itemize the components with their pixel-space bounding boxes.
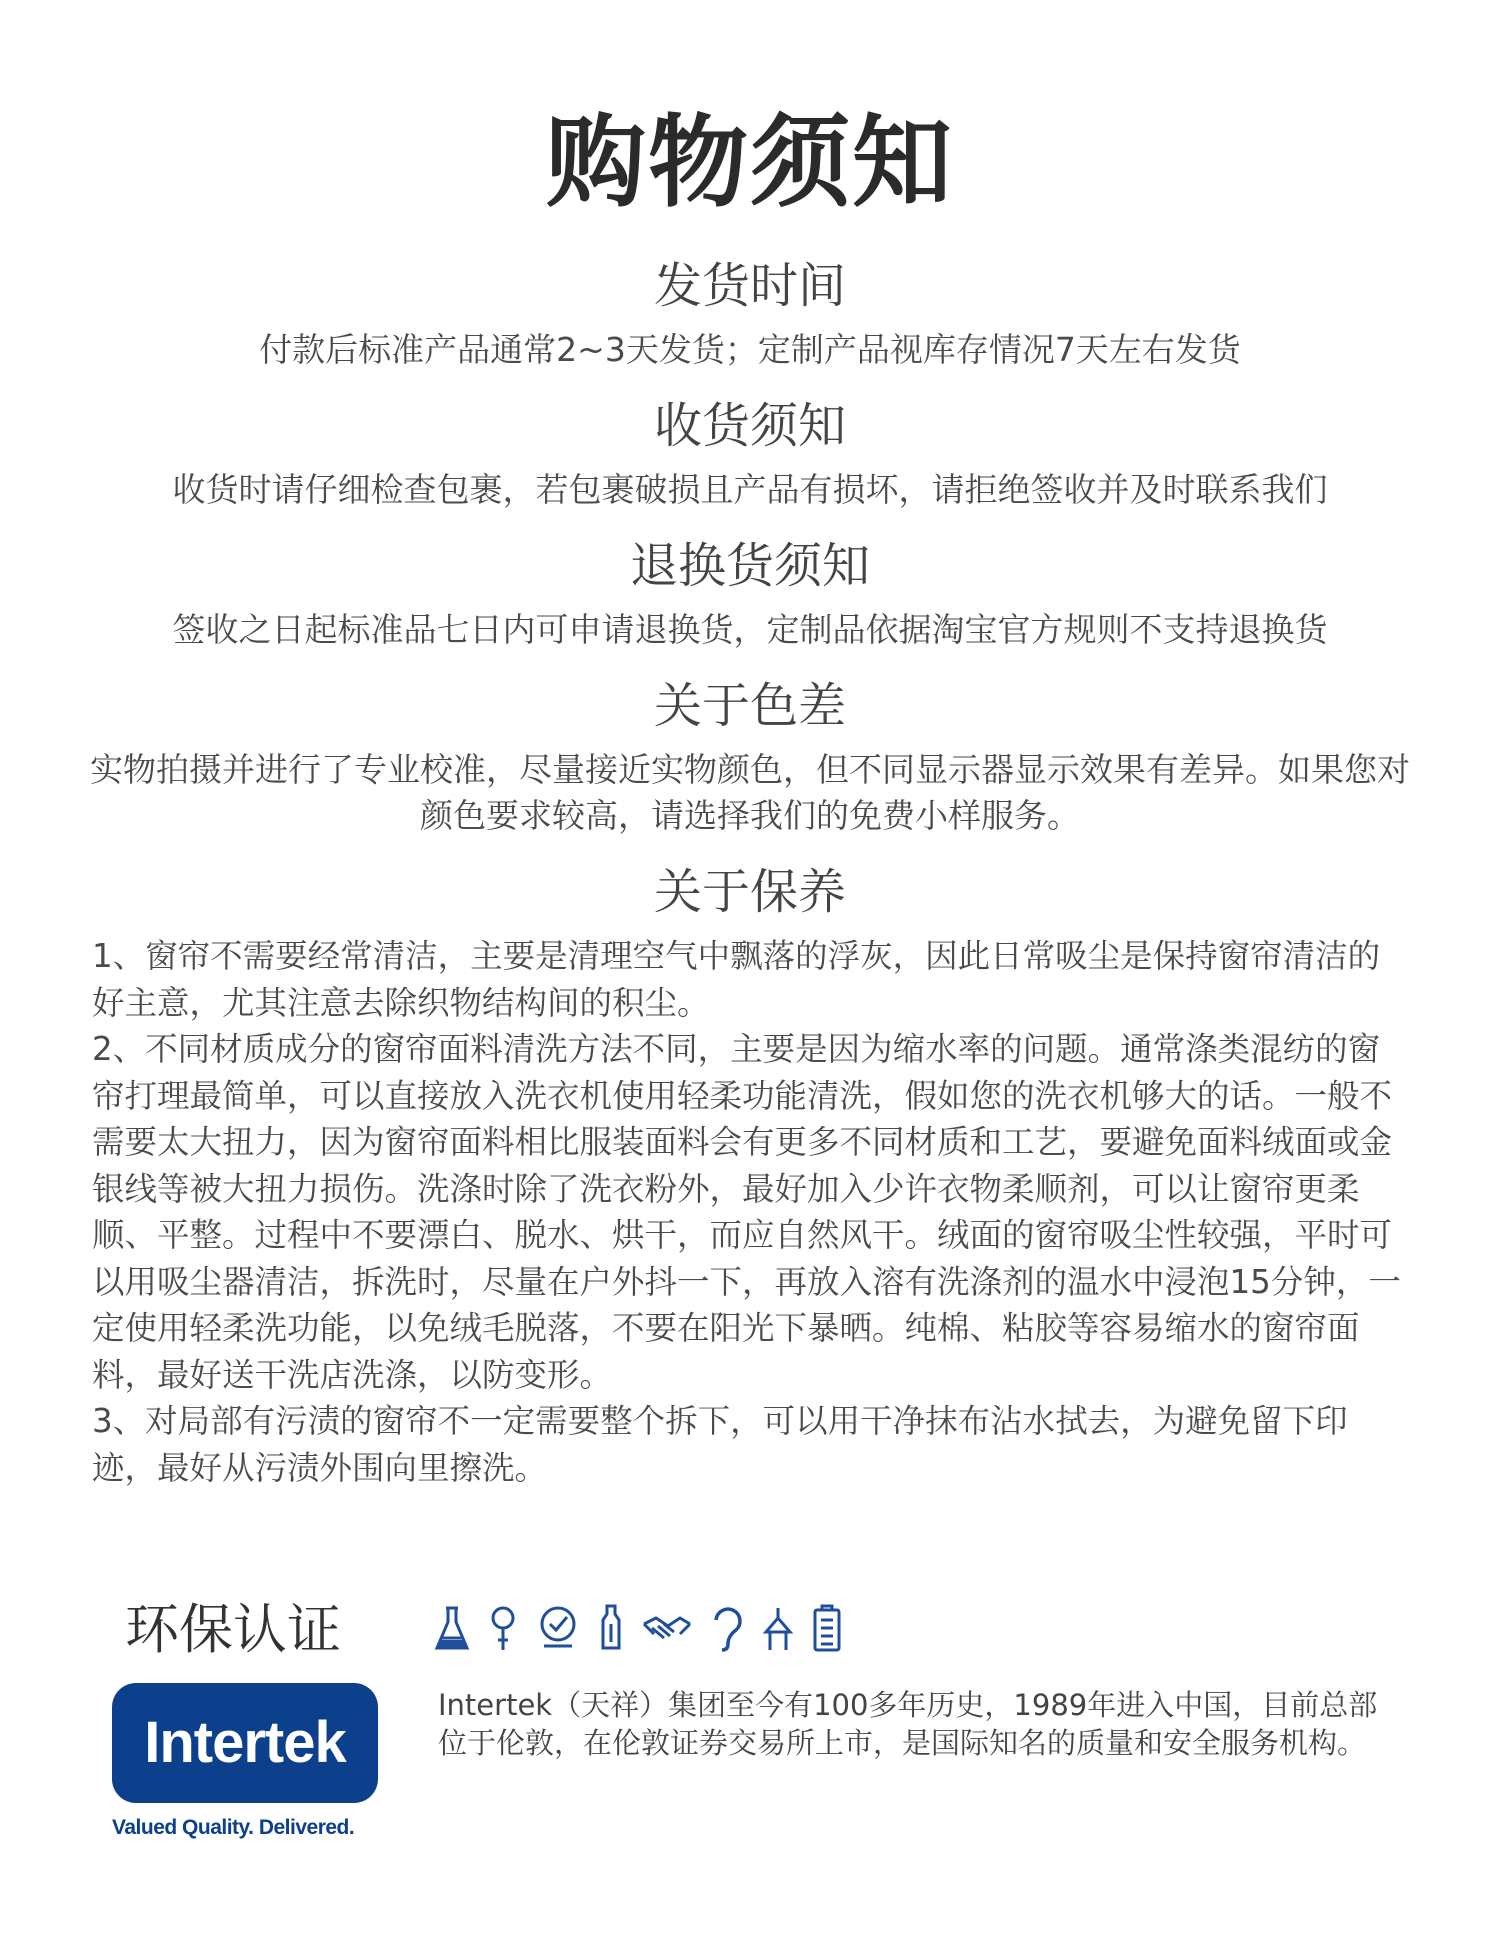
intertek-tagline: Valued Quality. Delivered. xyxy=(112,1816,355,1839)
section-title-shipping: 发货时间 xyxy=(653,258,846,314)
page-title: 购物须知 xyxy=(546,104,954,221)
check-badge-icon xyxy=(534,1602,582,1656)
lamp-icon xyxy=(760,1602,796,1656)
care-item: 3、对局部有污渍的窗帘不一定需要整个拆下，可以用干净抹布沾水拭去，为避免留下印迹，最好从污渍外围向里擦洗。 xyxy=(92,1402,1348,1487)
section-title-care: 关于保养 xyxy=(653,864,846,920)
section-text-returns: 签收之日起标准品七日内可申请退换货，定制品依据淘宝官方规则不支持退换货 xyxy=(172,610,1328,649)
section-title-returns: 退换货须知 xyxy=(629,538,870,594)
section-text-shipping: 付款后标准产品通常2~3天发货；定制产品视库存情况7天左右发货 xyxy=(259,330,1241,369)
handshake-icon xyxy=(640,1602,694,1656)
eco-certification-title: 环保认证 xyxy=(125,1598,341,1661)
section-title-receiving: 收货须知 xyxy=(653,398,846,454)
care-list xyxy=(92,933,1412,1491)
flask-icon xyxy=(432,1602,472,1656)
certification-icons xyxy=(432,1602,844,1660)
bottle-icon xyxy=(596,1602,626,1656)
intertek-description: Intertek（天祥）集团至今有100多年历史，1989年进入中国，目前总部位于伦敦，在伦敦证券交易所上市，是国际知名的质量和安全服务机构。 xyxy=(438,1688,1378,1760)
intertek-logo: Intertek xyxy=(112,1683,378,1803)
care-item: 2、不同材质成分的窗帘面料清洗方法不同，主要是因为缩水率的问题。通常涤类混纺的窗帘打理最简单，可以直接放入洗衣机使用轻柔功能清洗，假如您的洗衣机够大的话。一般不需要太大扭力，因为窗帘面料相比服装面料会有更多不同材质和工艺，要避免面料绒面或金银线等被大扭力损伤。洗涤时除了洗衣粉外，最好加入少许衣物柔顺剂，可以让窗帘更柔顺、平整。过程中不要漂白、脱水、烘干，而应自然风干。绒面的窗帘吸尘性较强，平时可以用吸尘器清洁，拆洗时，尽量在户外抖一下，再放入溶有洗涤剂的温水中浸泡15分钟，一定使用轻柔洗功能，以免绒毛脱落，不要在阳光下暴晒。纯棉、粘胶等容易缩水的窗帘面料，最好送干洗店洗涤，以防变形。 xyxy=(92,1030,1401,1394)
section-text-receiving: 收货时请仔细检查包裹，若包裹破损且产品有损坏，请拒绝签收并及时联系我们 xyxy=(172,470,1328,509)
section-text-color: 实物拍摄并进行了专业校准，尽量接近实物颜色，但不同显示器显示效果有差异。如果您对颜色要求较高，请选择我们的免费小样服务。 xyxy=(90,750,1410,835)
pin-icon xyxy=(486,1602,520,1656)
clipboard-icon xyxy=(810,1602,844,1656)
section-title-color: 关于色差 xyxy=(653,678,846,734)
ear-icon xyxy=(708,1602,746,1656)
care-item: 1、窗帘不需要经常清洁，主要是清理空气中飘落的浮灰，因此日常吸尘是保持窗帘清洁的好主意，尤其注意去除织物结构间的积尘。 xyxy=(92,937,1381,1022)
